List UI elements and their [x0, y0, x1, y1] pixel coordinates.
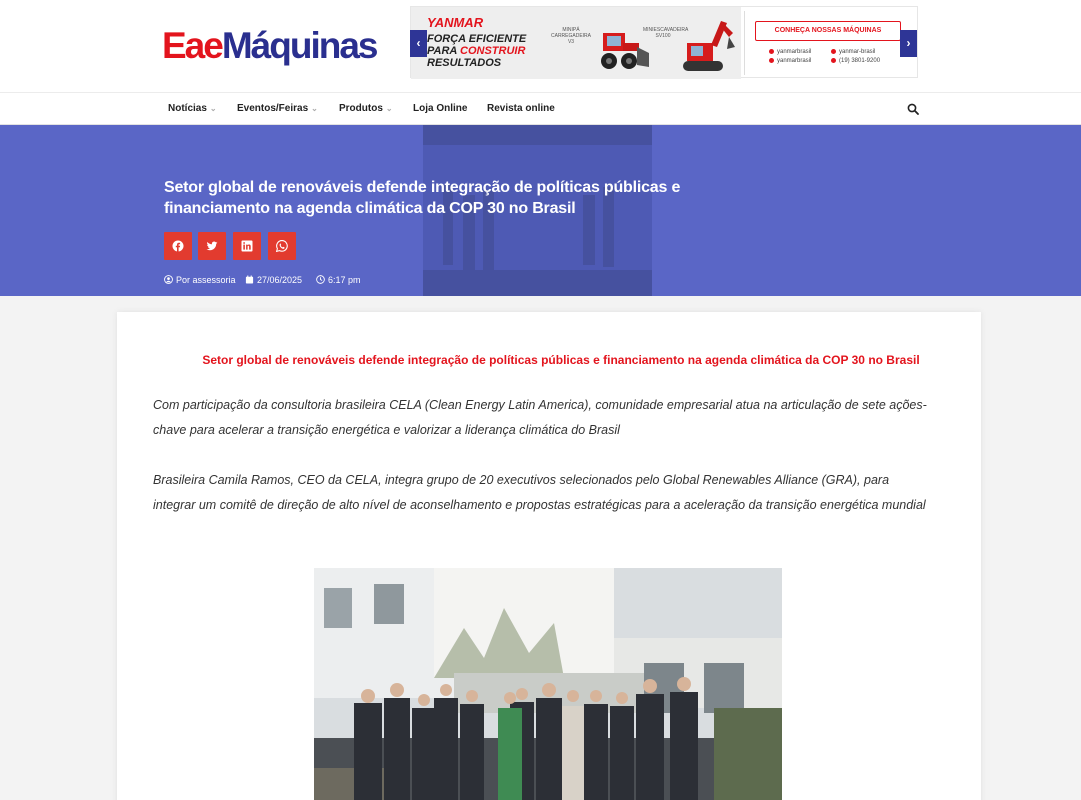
article-hero [0, 125, 1081, 296]
site-header [0, 0, 1081, 92]
site-logo[interactable] [162, 24, 376, 68]
share-linkedin-button[interactable] [233, 232, 261, 260]
linkedin-icon [241, 240, 253, 252]
article-paragraph-1: Com participação da consultoria brasileira CELA (Clean Energy Latin America), comunidade empresarial atua na articulação de sete ações-chave para acelerar a transição energética e valorizar a liderança climática do Brasil [153, 398, 927, 437]
ad-social-facebook: yanmarbrasil [769, 58, 811, 64]
article-paragraph-2: Brasileira Camila Ramos, CEO da CELA, integra grupo de 20 executivos selecionados pelo Global Renewables Alliance (GRA), para integrar um comitê de direção de alto nível de aconselhamento e propostas estratégicas para a aceleração da transição energética mundial [153, 473, 926, 512]
article-heading: Setor global de renováveis defende integração de políticas públicas e financiamento na agenda climática da COP 30 no Brasil [202, 353, 920, 367]
chevron-down-icon: ⌄ [311, 104, 318, 113]
ad-model-1: MINIPÁ CARREGADEIRA V3 [551, 27, 592, 45]
calendar-icon [245, 275, 254, 284]
search-icon[interactable] [907, 103, 919, 115]
chevron-down-icon: ⌄ [209, 104, 217, 113]
share-facebook-button[interactable] [164, 232, 192, 260]
ad-next-button[interactable]: › [900, 30, 917, 57]
facebook-icon [172, 240, 184, 252]
share-twitter-button[interactable] [198, 232, 226, 260]
nav-item-revista-online[interactable]: Revista online [487, 103, 555, 114]
ad-line-1: FORÇA EFICIENTE [427, 33, 527, 45]
whatsapp-icon [276, 240, 288, 252]
ad-banner-promo [411, 7, 741, 79]
ad-prev-button[interactable]: ‹ [410, 30, 427, 57]
article-time: 6:17 pm [316, 274, 361, 286]
user-icon [164, 275, 173, 284]
ad-banner[interactable] [410, 6, 918, 78]
ad-line-3: RESULTADOS [427, 57, 502, 69]
article-title: Setor global de renováveis defende integração de políticas públicas e financiamento na agenda climática da COP 30 no Brasil [164, 179, 681, 217]
mini-excavator-image [675, 13, 735, 75]
ad-divider [744, 11, 745, 75]
article-body [117, 312, 981, 800]
ad-brand: YANMAR [427, 15, 484, 30]
wheel-loader-image [593, 27, 651, 73]
ad-cta-button[interactable]: CONHEÇA NOSSAS MÁQUINAS [755, 21, 901, 41]
article-photo [314, 568, 782, 800]
nav-item-eventos-feiras[interactable]: Eventos/Feiras ⌄ [237, 93, 318, 126]
share-whatsapp-button[interactable] [268, 232, 296, 260]
twitter-icon [206, 240, 218, 252]
nav-item-loja-online[interactable]: Loja Online [413, 103, 468, 114]
ad-social-linkedin: yanmar-brasil [831, 49, 875, 55]
ad-social-instagram: yanmarbrasil [769, 49, 811, 55]
article-date: 27/06/2025 [245, 274, 302, 286]
chevron-down-icon: ⌄ [385, 104, 393, 113]
main-nav [0, 92, 1081, 125]
logo-part-1: Eae [162, 25, 222, 66]
article-author: Por assessoria [164, 274, 236, 286]
nav-item-noticias[interactable]: Notícias ⌄ [168, 93, 217, 126]
ad-social-phone: (19) 3801-9200 [831, 58, 880, 64]
clock-icon [316, 275, 325, 284]
nav-item-produtos[interactable]: Produtos ⌄ [339, 93, 393, 126]
ad-line-2: PARA CONSTRUIR [427, 45, 526, 57]
ad-model-2: MINIESCAVADEIRA SV100 [643, 27, 689, 39]
logo-part-2: Máquinas [221, 25, 377, 66]
